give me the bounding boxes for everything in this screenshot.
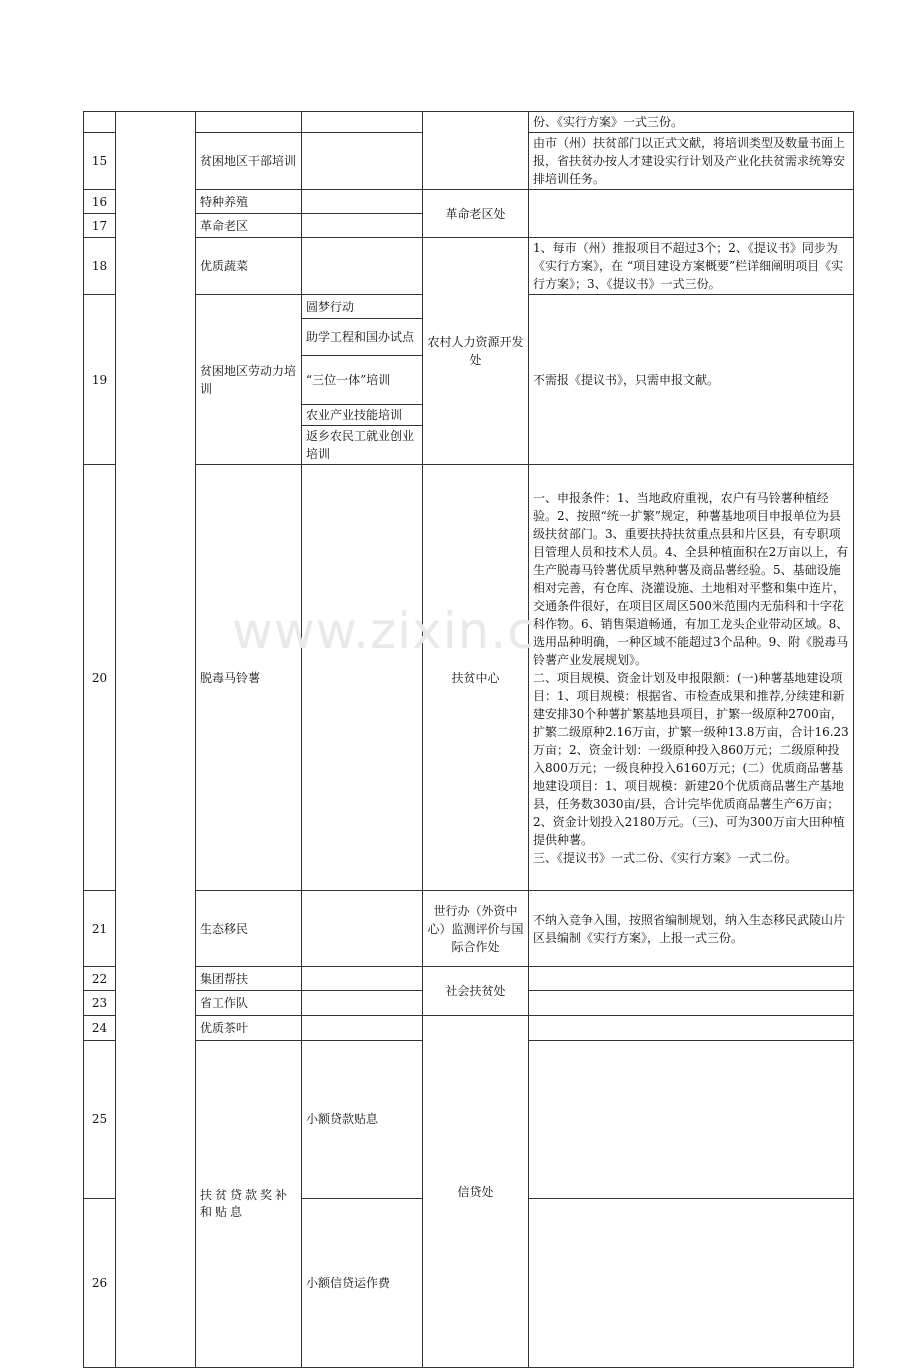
item-cell: 小额信贷运作费 [302, 1198, 423, 1367]
item-cell: 优质蔬菜 [196, 238, 302, 295]
sub-item-cell [302, 112, 423, 133]
note-cell [529, 190, 854, 238]
sub-item-cell [529, 1041, 854, 1199]
row-number: 20 [84, 465, 116, 891]
note-cell [529, 967, 854, 991]
note-cell: 1、每市（州）推报项目不超过3个；2、《提议书》同步为《实行方案》，在 “项目建设方案概要”栏详细阐明项目《实行方案》；3、《提议书》一式三份。 [529, 238, 854, 295]
sub-item-cell: 返乡农民工就业创业培训 [302, 426, 423, 465]
item-cell: 小额贷款贴息 [302, 1041, 423, 1199]
sub-item-cell [302, 1016, 423, 1041]
table-row [84, 112, 854, 133]
table-row [84, 190, 854, 214]
sub-item-cell: “三位一体”培训 [302, 356, 423, 405]
watermark: www.zixin.c [232, 602, 536, 660]
row-number: 23 [84, 991, 116, 1016]
department-cell: 社会扶贫处 [423, 967, 529, 1016]
sub-item-cell [302, 190, 423, 214]
department-cell: 世行办（外资中心）监测评价与国际合作处 [423, 891, 529, 967]
category-cell: 扶贫贷款奖补和贴息 [196, 1041, 302, 1368]
row-number: 19 [84, 295, 116, 465]
row-number: 24 [84, 1016, 116, 1041]
sub-item-cell [302, 238, 423, 295]
item-cell: 优质茶叶 [196, 1016, 302, 1041]
sub-item-cell: 农业产业技能培训 [302, 405, 423, 426]
row-number: 21 [84, 891, 116, 967]
sub-item-cell: 助学工程和国办试点 [302, 319, 423, 356]
category-cell [116, 112, 196, 1368]
note-cell: 不纳入竞争入围，按照省编制规划，纳入生态移民武陵山片区县编制《实行方案》，上报一式三份。 [529, 891, 854, 967]
row-number: 18 [84, 238, 116, 295]
row-number: 22 [84, 967, 116, 991]
table-row [84, 967, 854, 991]
note-cell [529, 991, 854, 1016]
item-cell: 贫困地区干部培训 [196, 133, 302, 190]
sub-item-cell [302, 214, 423, 238]
table-row [84, 238, 854, 295]
sub-item-cell: 圆梦行动 [302, 295, 423, 319]
project-table [83, 111, 854, 1368]
item-cell [196, 112, 302, 133]
sub-item-cell [302, 891, 423, 967]
note-cell: 一、申报条件：1、当地政府重视，农户有马铃薯种植经验。2、按照“统一扩繁”规定，种薯基地项目申报单位为县级扶贫部门。3、重要扶持扶贫重点县和片区县，有专职项目管理人员和技术人员。4、全县种植面积在2万亩以上，有生产脱毒马铃薯优质早熟种薯及商品薯经验。5、基础设施相对完善，有仓库、浇灌设施、土地相对平整和集中连片，交通条件很好，在项目区周区500米范围内无茄科和十字花科作物。6、销售渠道畅通，有加工龙头企业带动区域。8、选用品种明确，一种区域不能超过3个品种。9、附《脱毒马铃薯产业发展规划》。 二、项目规模、资金计划及申报限额：(一)种薯基地建设项目：1、项目规模：根据省、市检查成果和推荐,分续建和新建安排30个种薯扩繁基地县项目，扩繁一级原种2700亩，扩繁二级原种2.16万亩，扩繁一级种13.8万亩，合计16.23万亩；2、资金计划：一级原种投入860万元；二级原种投入800万元；一级良种投入6160万元；(二）优质商品薯基地建设项目：1、项目规模：新建20个优质商品薯生产基地县，任务数3030亩/县，合计完毕优质商品薯生产6万亩； 2、资金计划投入2180万元。（三)、可为300万亩大田种植提供种薯。 三、《提议书》一式二份、《实行方案》一式二份。 [529, 465, 854, 891]
note-cell [529, 1016, 854, 1041]
item-cell: 集团帮扶 [196, 967, 302, 991]
row-number: 17 [84, 214, 116, 238]
note-cell: 不需报《提议书》，只需申报文献。 [529, 295, 854, 465]
row-number: 16 [84, 190, 116, 214]
table-row [84, 1016, 854, 1041]
row-number: 25 [84, 1041, 116, 1199]
sub-item-cell [302, 465, 423, 891]
sub-item-cell [302, 991, 423, 1016]
department-cell: 革命老区处 [423, 190, 529, 238]
note-cell: 份、《实行方案》一式三份。 [529, 112, 854, 133]
sub-item-cell [529, 1198, 854, 1367]
department-cell: 信贷处 [423, 1016, 529, 1368]
table-row [84, 891, 854, 967]
item-cell: 贫困地区劳动力培训 [196, 295, 302, 465]
row-number: 26 [84, 1198, 116, 1367]
table-row [84, 465, 854, 891]
row-number [84, 112, 116, 133]
sub-item-cell [302, 967, 423, 991]
department-cell: 扶贫中心 [423, 465, 529, 891]
item-cell: 特种养殖 [196, 190, 302, 214]
sub-item-cell [302, 133, 423, 190]
department-cell: 农村人力资源开发处 [423, 238, 529, 465]
row-number: 15 [84, 133, 116, 190]
item-cell: 省工作队 [196, 991, 302, 1016]
item-cell: 脱毒马铃薯 [196, 465, 302, 891]
note-cell: 由市（州）扶贫部门以正式文献，将培训类型及数量书面上报，省扶贫办按人才建设实行计划及产业化扶贫需求统筹安排培训任务。 [529, 133, 854, 190]
department-cell [423, 112, 529, 190]
item-cell: 生态移民 [196, 891, 302, 967]
item-cell: 革命老区 [196, 214, 302, 238]
